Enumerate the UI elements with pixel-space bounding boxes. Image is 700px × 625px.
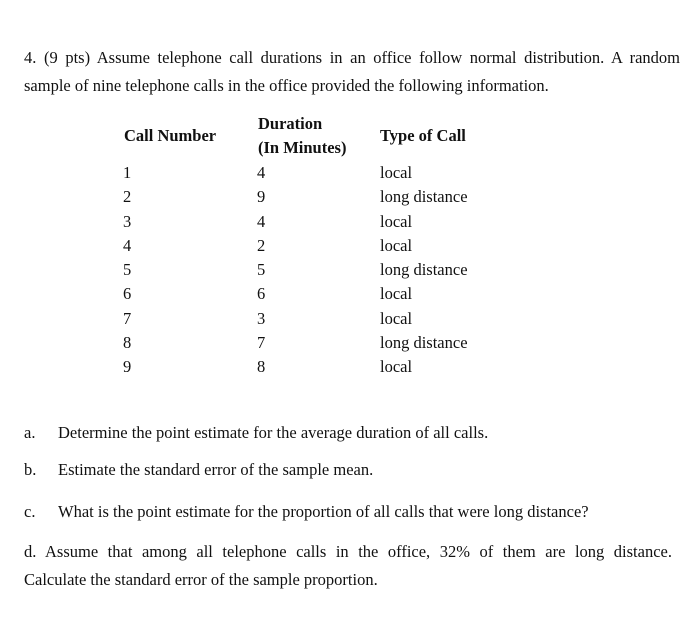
duration-cell: 5 bbox=[257, 260, 266, 280]
intro-line-1: 4. (9 pts) Assume telephone call durations in an office follow normal distribution. A random bbox=[24, 48, 680, 67]
call-type-cell: long distance bbox=[380, 260, 468, 280]
duration-cell: 4 bbox=[257, 163, 266, 182]
header-call-number: Call Number bbox=[124, 126, 217, 145]
call-type-cell: local bbox=[380, 163, 413, 182]
call-type-cell: local bbox=[380, 308, 413, 328]
header-type-of-call: Type of Call bbox=[380, 126, 466, 145]
question-c-text: What is the point estimate for the proportion of all calls that were long distance? bbox=[58, 502, 589, 521]
table-row bbox=[0, 161, 700, 185]
call-number-cell: 1 bbox=[123, 163, 132, 182]
call-number-cell: 4 bbox=[123, 235, 132, 255]
table-row bbox=[0, 210, 700, 234]
intro-line-2: sample of nine telephone calls in the office provided the following information. bbox=[24, 76, 549, 95]
table-row bbox=[0, 234, 700, 258]
call-number-cell: 8 bbox=[123, 333, 132, 353]
duration-cell: 8 bbox=[257, 357, 266, 377]
question-a-letter: a. bbox=[24, 423, 36, 442]
question-d-line-1: d. Assume that among all telephone calls in the office, 32% of them are long distance. bbox=[24, 542, 672, 561]
table-row bbox=[0, 258, 700, 282]
question-b-text: Estimate the standard error of the sample mean. bbox=[58, 460, 374, 479]
call-type-cell: long distance bbox=[380, 187, 468, 207]
header-duration-unit: (In Minutes) bbox=[258, 138, 347, 157]
call-number-cell: 5 bbox=[123, 260, 132, 280]
question-a-text: Determine the point estimate for the average duration of all calls. bbox=[58, 423, 489, 442]
question-b bbox=[24, 456, 674, 484]
table-row bbox=[0, 331, 700, 355]
table-row bbox=[0, 185, 700, 209]
call-number-cell: 9 bbox=[123, 357, 132, 377]
question-a bbox=[24, 419, 674, 447]
header-duration: Duration bbox=[258, 114, 323, 133]
problem-intro bbox=[24, 44, 680, 100]
table-body bbox=[0, 161, 700, 380]
call-number-cell: 6 bbox=[123, 284, 132, 304]
call-number-cell: 2 bbox=[123, 187, 132, 207]
duration-cell: 9 bbox=[257, 187, 266, 207]
table-row bbox=[0, 282, 700, 306]
duration-cell: 4 bbox=[257, 211, 266, 231]
duration-cell: 2 bbox=[257, 235, 266, 255]
question-d-line-2: Calculate the standard error of the sample proportion. bbox=[24, 570, 378, 589]
question-d bbox=[24, 538, 672, 594]
call-type-cell: long distance bbox=[380, 333, 468, 353]
question-c bbox=[24, 498, 674, 526]
call-number-cell: 3 bbox=[123, 211, 132, 231]
call-number-cell: 7 bbox=[123, 308, 132, 328]
call-type-cell: local bbox=[380, 357, 413, 377]
duration-cell: 3 bbox=[257, 308, 266, 328]
table-row bbox=[0, 355, 700, 379]
call-type-cell: local bbox=[380, 211, 413, 231]
table-row bbox=[0, 307, 700, 331]
duration-cell: 7 bbox=[257, 333, 266, 353]
call-type-cell: local bbox=[380, 235, 413, 255]
question-b-letter: b. bbox=[24, 460, 37, 479]
question-c-letter: c. bbox=[24, 502, 36, 521]
call-type-cell: local bbox=[380, 284, 413, 304]
duration-cell: 6 bbox=[257, 284, 266, 304]
